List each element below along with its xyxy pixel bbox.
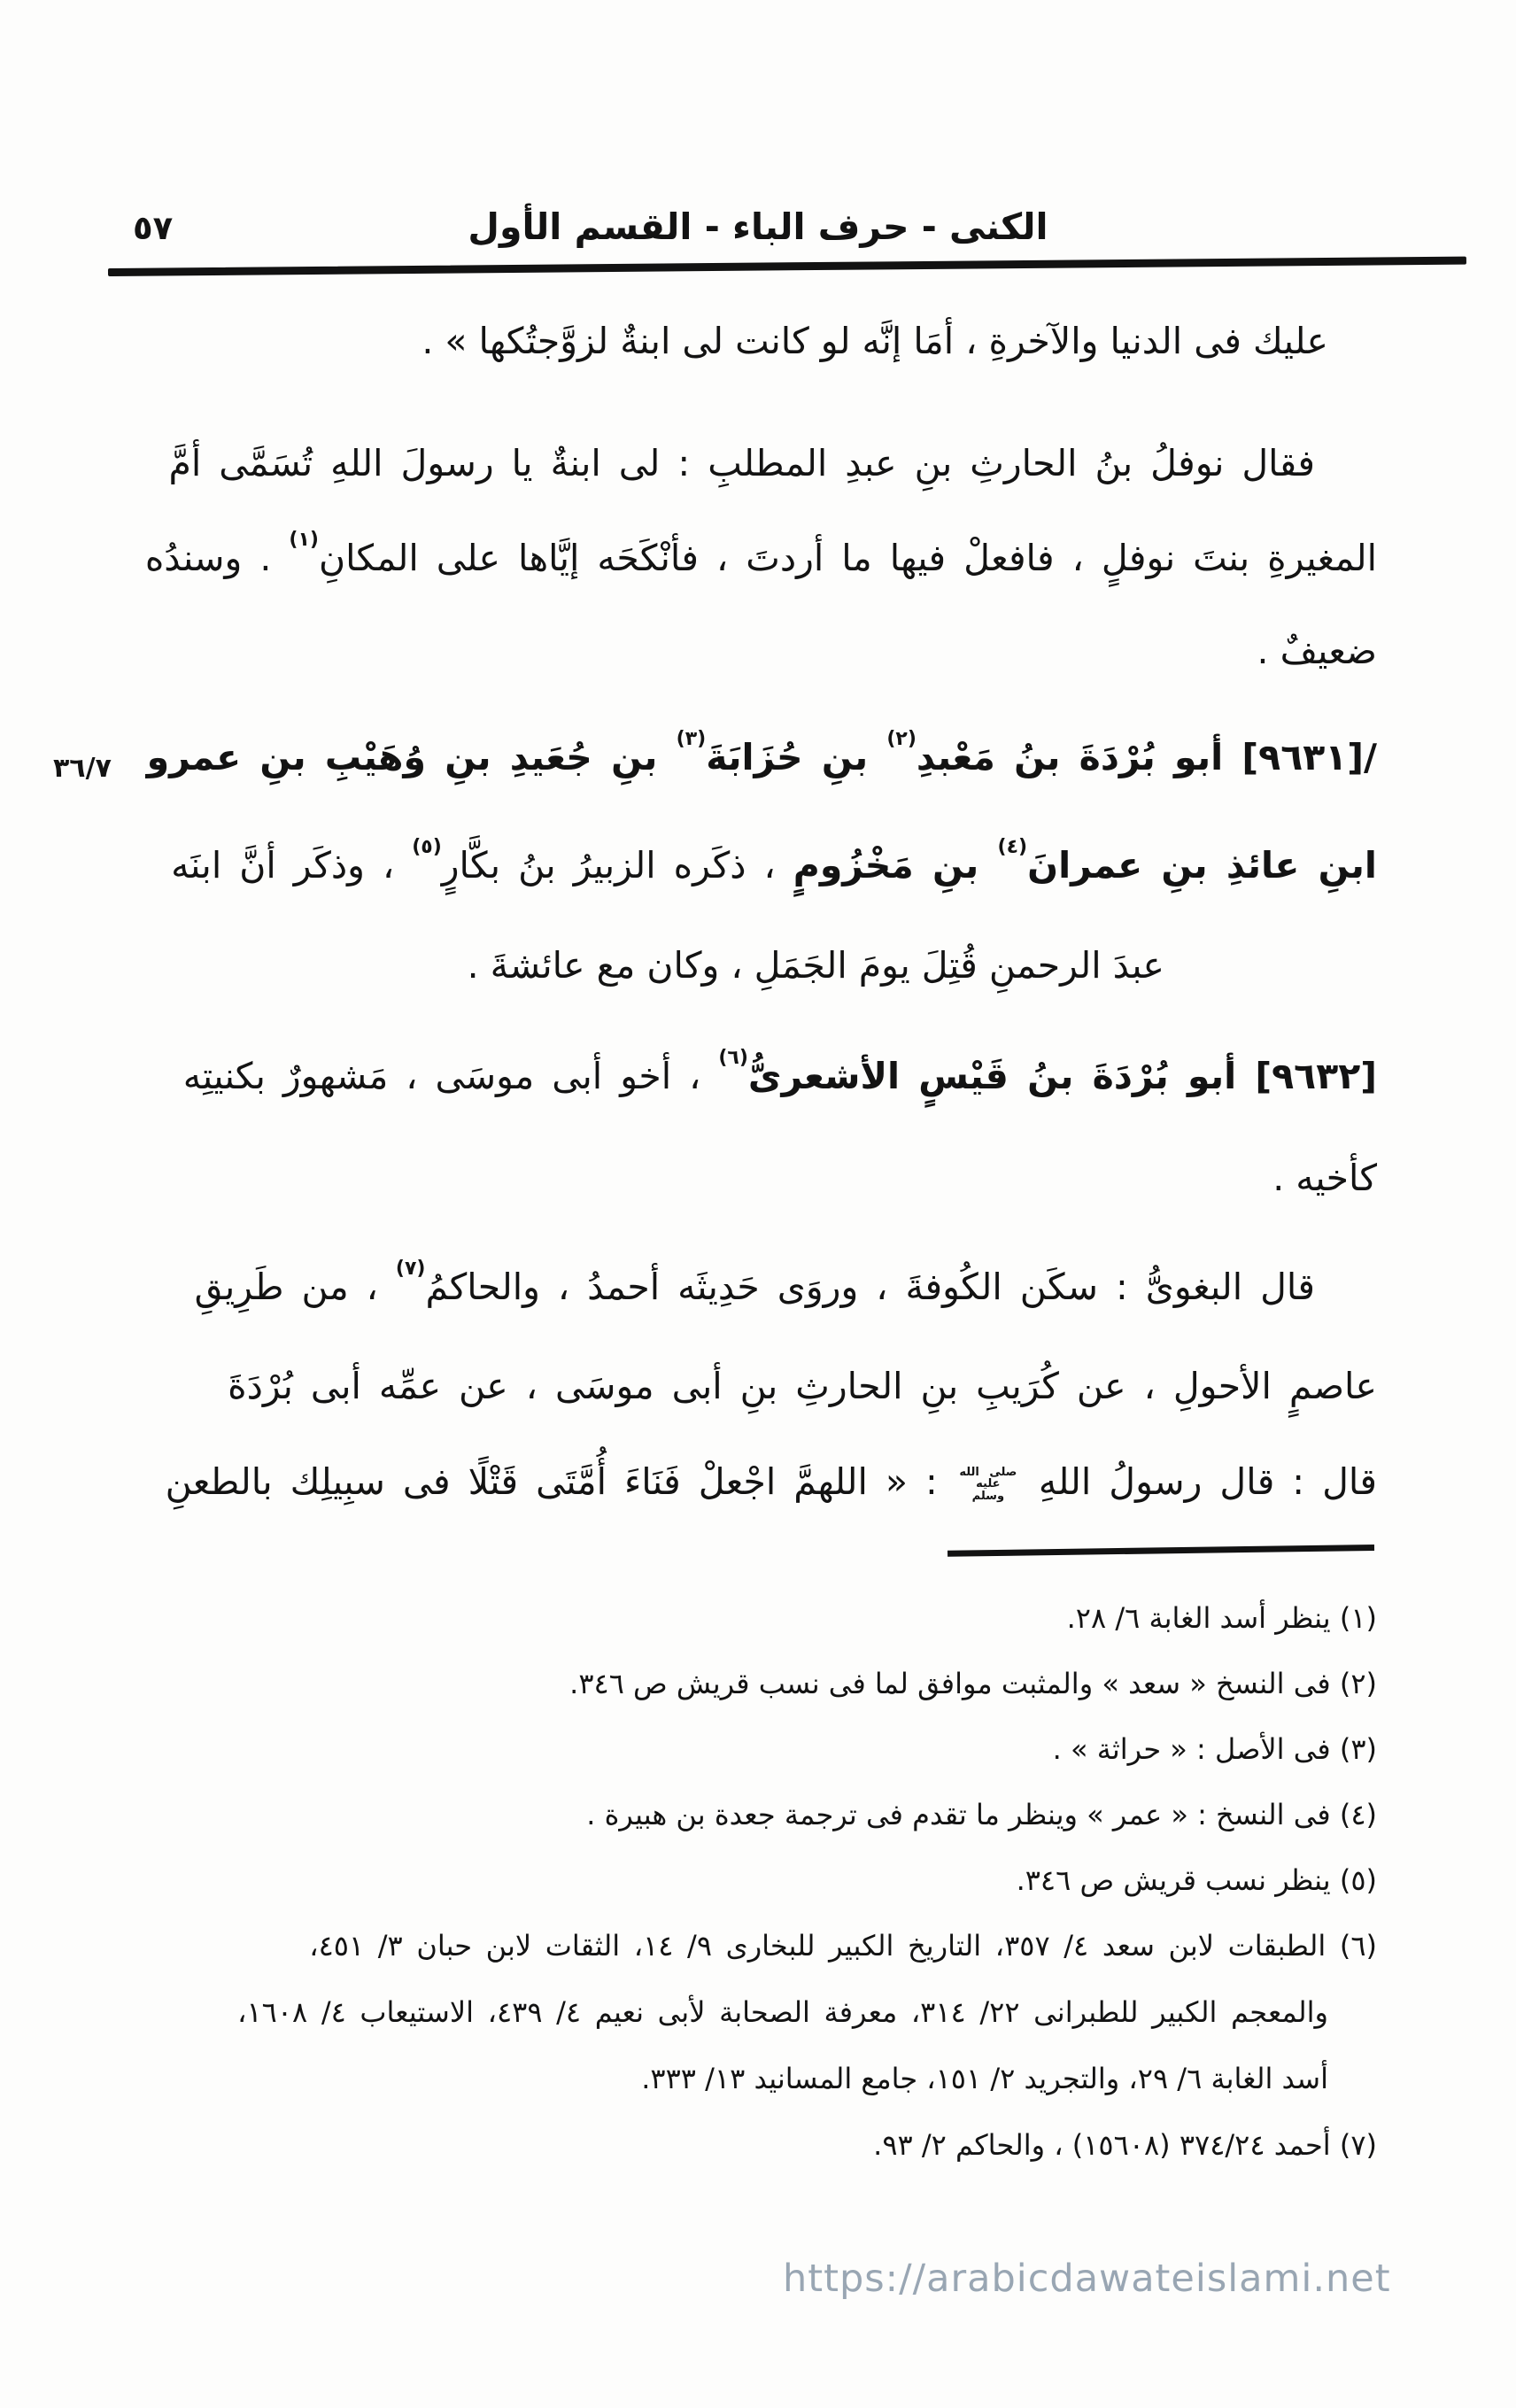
text-segment: قال البغوىُّ : سكَن الكُوفةَ ، وروَى حَدِيثَه أحمدُ ، والحاكمُ [425, 1266, 1315, 1308]
text-segment: بنِ جُعَيدِ بنِ وُهَيْبِ بنِ عمرو [146, 736, 677, 778]
entry-9631-line-3 [137, 934, 1377, 996]
prophet-salutation-symbol: صلى الله عليه وسلم [959, 1465, 1017, 1503]
text-segment: (١) ينظر أسد الغابة ٦/ ٢٨. [1066, 1601, 1377, 1635]
text-segment: عبدَ الرحمنِ قُتِلَ يومَ الجَمَلِ ، وكان مع عائشةَ . [467, 944, 1164, 987]
header-divider-rule [108, 257, 1466, 276]
text-segment: عليك فى الدنيا والآخرةِ ، أمَا إنَّه لو كانت لى ابنةٌ لزوَّجتُكها » . [422, 320, 1328, 362]
footnote-6-line-2 [137, 1986, 1377, 2038]
hadith-line [137, 1451, 1377, 1513]
nawfal-paragraph-line-1 [137, 432, 1377, 494]
text-segment: أسد الغابة ٦/ ٢٩، والتجريد ٢/ ١٥١، جامع المسانيد ١٣/ ٣٣٣. [641, 2062, 1328, 2095]
footnote-ref: (٤) [997, 836, 1028, 858]
text-segment: (٤) فى النسخ : « عمر » وينظر ما تقدم فى ترجمة جعدة بن هبيرة . [586, 1798, 1377, 1831]
text-segment: ، من طَرِيقِ [194, 1266, 396, 1308]
baghawi-paragraph-line-1 [137, 1256, 1377, 1318]
footnote-ref: (٧) [395, 1258, 426, 1280]
footnote-6-line-3 [137, 2053, 1377, 2104]
text-segment: قال : قال رسولُ اللهِ [1020, 1460, 1377, 1503]
entry-9631-heading [137, 726, 1377, 788]
text-segment: فقال نوفلُ بنُ الحارثِ بنِ عبدِ المطلبِ : لى ابنةٌ يا رسولَ اللهِ تُسَمَّى أمَّ [168, 442, 1315, 484]
entry-9632-line-2 [137, 1147, 1377, 1209]
footnote-2 [137, 1658, 1377, 1709]
footnote-3 [137, 1723, 1377, 1775]
text-segment: المغيرةِ بنتَ نوفلٍ ، فافعلْ فيها ما أردتَ ، فأنْكَحَه إيَّاها على المكانِ [318, 537, 1377, 579]
footnote-7 [137, 2119, 1377, 2171]
footnote-ref: (١) [289, 529, 319, 551]
footnote-separator-rule [948, 1545, 1374, 1557]
text-segment: : « اللهمَّ اجْعلْ فَنَاءَ أُمَّتَى قَتْلًا فى سبِيلِك بالطعنِ [165, 1460, 955, 1503]
text-segment: [٩٦٣٢] أبو بُرْدَةَ بنُ قَيْسٍ الأشعرىُّ [747, 1055, 1377, 1097]
nawfal-paragraph-line-3 [137, 620, 1377, 682]
text-segment: (٦) الطبقات لابن سعد ٤/ ٣٥٧، التاريخ الكبير للبخارى ٩/ ١٤، الثقات لابن حبان ٣/ ٤٥١، [309, 1929, 1377, 1963]
entry-9631-line-2 [137, 834, 1377, 896]
footnote-ref: (٥) [412, 836, 442, 858]
baghawi-paragraph-line-2 [137, 1355, 1377, 1417]
header-title: الكنى - حرف الباء - القسم الأول [468, 205, 1048, 248]
text-segment: كأخيه . [1272, 1157, 1377, 1199]
text-segment: ضعيفٌ . [1257, 630, 1377, 672]
text-segment: . وسندُه [144, 537, 290, 579]
page-number: ٥٧ [133, 209, 174, 247]
footnote-4 [137, 1789, 1377, 1840]
quote-continuation-line [137, 310, 1377, 372]
footnote-5 [137, 1854, 1377, 1906]
margin-volume-page-note: ٣٦/٧ [53, 753, 112, 784]
watermark-text: https://arabicdawateislami.net [783, 2257, 1391, 2301]
text-segment: ، وذكَر أنَّ ابنَه [171, 844, 413, 887]
footnote-ref: (٢) [886, 728, 917, 750]
text-segment: عاصمٍ الأحولِ ، عن كُرَيبِ بنِ الحارثِ بنِ أبى موسَى ، عن عمِّه أبى بُرْدَةَ [228, 1365, 1377, 1407]
footnote-ref: (٦) [718, 1047, 748, 1069]
nawfal-paragraph-line-2 [137, 527, 1377, 589]
text-segment: /[٩٦٣١] أبو بُرْدَةَ بنُ مَعْبدِ [916, 736, 1377, 778]
footnote-ref: (٣) [676, 728, 707, 750]
text-segment: بنِ مَخْزُومٍ [793, 844, 998, 887]
entry-9632-heading [137, 1045, 1377, 1107]
text-segment: ابنِ عائذِ بنِ عمرانَ [1027, 844, 1377, 887]
text-segment: والمعجم الكبير للطبرانى ٢٢/ ٣١٤، معرفة الصحابة لأبى نعيم ٤/ ٤٣٩، الاستيعاب ٤/ ١٦٠٨، [237, 1995, 1328, 2029]
text-segment: (٧) أحمد ٣٧٤/٢٤ (١٥٦٠٨) ، والحاكم ٢/ ٩٣. [873, 2128, 1377, 2162]
text-segment: ، أخو أبى موسَى ، مَشهورٌ بكنيتِه [182, 1055, 719, 1097]
footnote-1 [137, 1592, 1377, 1644]
text-segment: (٢) فى النسخ « سعد » والمثبت موافق لما فى نسب قريش ص ٣٤٦. [569, 1667, 1377, 1700]
footnote-6-line-1 [137, 1920, 1377, 1971]
text-segment: (٥) ينظر نسب قريش ص ٣٤٦. [1016, 1863, 1377, 1897]
text-segment: بنِ حُزَابَةَ [706, 736, 887, 778]
text-segment: (٣) فى الأصل : « حراثة » . [1052, 1732, 1377, 1766]
text-segment: ، ذكَره الزبيرُ بنُ بكَّارٍ [441, 844, 793, 887]
